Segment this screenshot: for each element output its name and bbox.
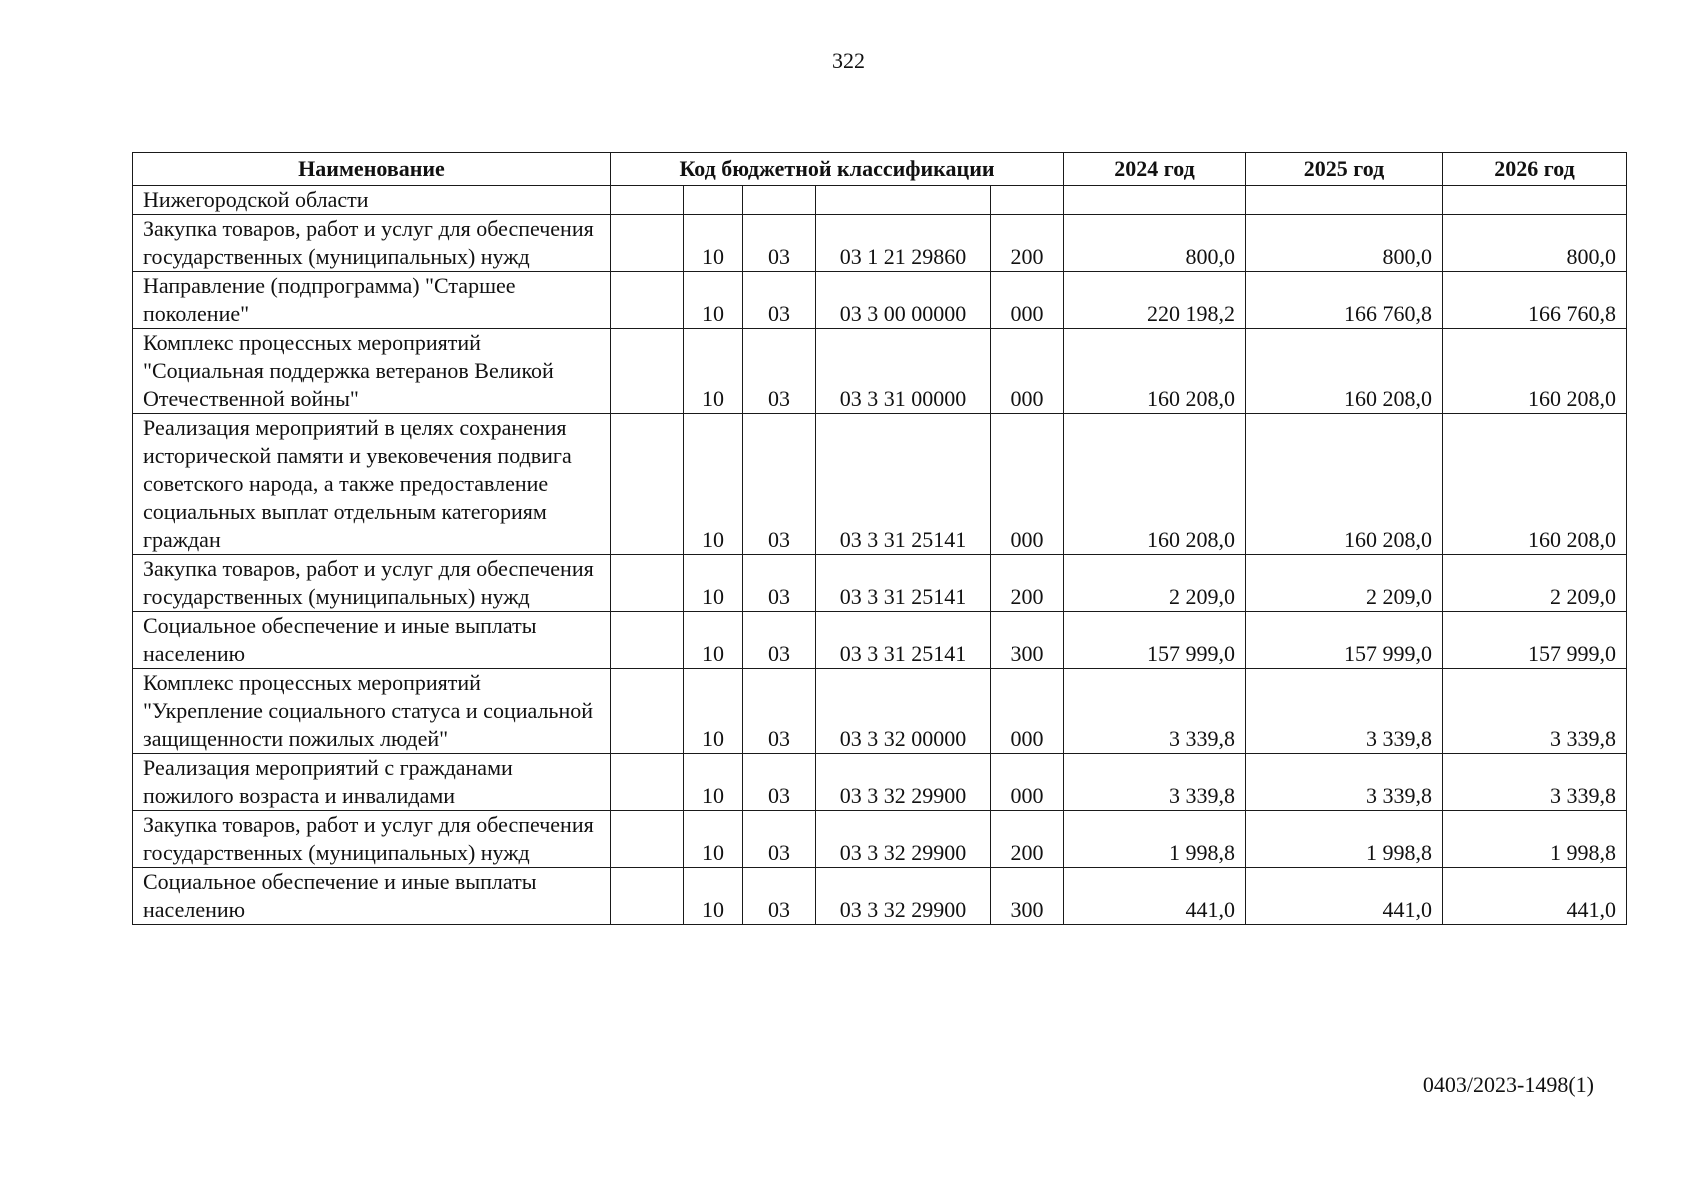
cell-code-1 xyxy=(611,272,684,329)
table-row xyxy=(133,215,1627,272)
table-row xyxy=(133,329,1627,414)
cell-expense-type: 000 xyxy=(991,329,1064,414)
cell-expense-type: 200 xyxy=(991,555,1064,612)
cell-section: 10 xyxy=(684,754,743,811)
cell-value-2025: 2 209,0 xyxy=(1246,555,1443,612)
table-row xyxy=(133,555,1627,612)
cell-section: 10 xyxy=(684,555,743,612)
table-row xyxy=(133,272,1627,329)
cell-name: Реализация мероприятий с гражданами пожилого возраста и инвалидами xyxy=(133,754,611,811)
cell-value-2024: 2 209,0 xyxy=(1064,555,1246,612)
cell-section: 10 xyxy=(684,669,743,754)
cell-name: Социальное обеспечение и иные выплаты населению xyxy=(133,612,611,669)
cell-code-1 xyxy=(611,414,684,555)
cell-value-2025: 3 339,8 xyxy=(1246,669,1443,754)
cell-name: Реализация мероприятий в целях сохранения исторической памяти и увековечения подвига советского народа, а также предоставление социальных выплат отдельным категориям граждан xyxy=(133,414,611,555)
cell-expense-type: 000 xyxy=(991,754,1064,811)
cell-expense-type: 000 xyxy=(991,414,1064,555)
cell-value-2026: 2 209,0 xyxy=(1443,555,1627,612)
header-2025: 2025 год xyxy=(1246,153,1443,186)
cell-name: Комплекс процессных мероприятий "Социальная поддержка ветеранов Великой Отечественной войны" xyxy=(133,329,611,414)
cell-expense-type: 300 xyxy=(991,612,1064,669)
cell-target-article: 03 3 00 00000 xyxy=(816,272,991,329)
document-number: 0403/2023-1498(1) xyxy=(1422,1072,1594,1097)
cell-value-2024: 800,0 xyxy=(1064,215,1246,272)
cell-subsection: 03 xyxy=(743,215,816,272)
cell-target-article: 03 3 31 25141 xyxy=(816,612,991,669)
cell-code-1 xyxy=(611,669,684,754)
table-row xyxy=(133,754,1627,811)
header-2026: 2026 год xyxy=(1443,153,1627,186)
cell-value-2025: 160 208,0 xyxy=(1246,414,1443,555)
cell-subsection: 03 xyxy=(743,612,816,669)
cell-code-1 xyxy=(611,555,684,612)
cell-expense-type: 000 xyxy=(991,669,1064,754)
cell-value-2024 xyxy=(1064,186,1246,215)
cell-code-1 xyxy=(611,811,684,868)
cell-value-2025: 166 760,8 xyxy=(1246,272,1443,329)
cell-code-1 xyxy=(611,215,684,272)
cell-target-article: 03 3 32 29900 xyxy=(816,868,991,925)
cell-value-2026: 157 999,0 xyxy=(1443,612,1627,669)
cell-value-2024: 1 998,8 xyxy=(1064,811,1246,868)
cell-value-2026: 3 339,8 xyxy=(1443,669,1627,754)
cell-name: Закупка товаров, работ и услуг для обеспечения государственных (муниципальных) нужд xyxy=(133,811,611,868)
cell-subsection: 03 xyxy=(743,669,816,754)
cell-target-article: 03 1 21 29860 xyxy=(816,215,991,272)
cell-section xyxy=(684,186,743,215)
cell-subsection: 03 xyxy=(743,555,816,612)
header-code: Код бюджетной классификации xyxy=(611,153,1064,186)
cell-value-2025: 1 998,8 xyxy=(1246,811,1443,868)
cell-subsection: 03 xyxy=(743,754,816,811)
cell-name: Закупка товаров, работ и услуг для обеспечения государственных (муниципальных) нужд xyxy=(133,555,611,612)
cell-subsection xyxy=(743,186,816,215)
table-row xyxy=(133,414,1627,555)
table-body xyxy=(133,186,1627,925)
cell-expense-type: 300 xyxy=(991,868,1064,925)
cell-subsection: 03 xyxy=(743,811,816,868)
cell-expense-type: 200 xyxy=(991,811,1064,868)
cell-value-2024: 3 339,8 xyxy=(1064,754,1246,811)
cell-target-article: 03 3 32 29900 xyxy=(816,811,991,868)
page-number: 322 xyxy=(832,48,865,73)
cell-code-1 xyxy=(611,329,684,414)
cell-value-2025: 157 999,0 xyxy=(1246,612,1443,669)
cell-value-2026: 1 998,8 xyxy=(1443,811,1627,868)
cell-value-2024: 160 208,0 xyxy=(1064,329,1246,414)
cell-section: 10 xyxy=(684,215,743,272)
cell-value-2024: 3 339,8 xyxy=(1064,669,1246,754)
table-row xyxy=(133,811,1627,868)
cell-code-1 xyxy=(611,868,684,925)
cell-name: Направление (подпрограмма) "Старшее поколение" xyxy=(133,272,611,329)
cell-value-2026: 441,0 xyxy=(1443,868,1627,925)
cell-subsection: 03 xyxy=(743,868,816,925)
budget-table xyxy=(132,152,1627,925)
cell-target-article: 03 3 31 25141 xyxy=(816,555,991,612)
cell-value-2025 xyxy=(1246,186,1443,215)
cell-value-2025: 441,0 xyxy=(1246,868,1443,925)
cell-name: Нижегородской области xyxy=(133,186,611,215)
cell-target-article: 03 3 31 25141 xyxy=(816,414,991,555)
cell-code-1 xyxy=(611,754,684,811)
cell-value-2026: 800,0 xyxy=(1443,215,1627,272)
cell-name: Социальное обеспечение и иные выплаты населению xyxy=(133,868,611,925)
header-row xyxy=(133,153,1627,186)
table-row xyxy=(133,186,1627,215)
header-name: Наименование xyxy=(133,153,611,186)
cell-value-2026: 166 760,8 xyxy=(1443,272,1627,329)
cell-value-2025: 3 339,8 xyxy=(1246,754,1443,811)
cell-value-2025: 160 208,0 xyxy=(1246,329,1443,414)
cell-name: Комплекс процессных мероприятий "Укрепление социального статуса и социальной защищенности пожилых людей" xyxy=(133,669,611,754)
cell-name: Закупка товаров, работ и услуг для обеспечения государственных (муниципальных) нужд xyxy=(133,215,611,272)
cell-value-2024: 220 198,2 xyxy=(1064,272,1246,329)
table-row xyxy=(133,669,1627,754)
cell-target-article: 03 3 31 00000 xyxy=(816,329,991,414)
cell-value-2024: 157 999,0 xyxy=(1064,612,1246,669)
cell-target-article: 03 3 32 00000 xyxy=(816,669,991,754)
cell-value-2026: 160 208,0 xyxy=(1443,414,1627,555)
cell-value-2026: 160 208,0 xyxy=(1443,329,1627,414)
cell-value-2026: 3 339,8 xyxy=(1443,754,1627,811)
cell-section: 10 xyxy=(684,868,743,925)
cell-section: 10 xyxy=(684,329,743,414)
cell-subsection: 03 xyxy=(743,329,816,414)
cell-value-2026 xyxy=(1443,186,1627,215)
cell-section: 10 xyxy=(684,414,743,555)
cell-subsection: 03 xyxy=(743,414,816,555)
cell-subsection: 03 xyxy=(743,272,816,329)
table-row xyxy=(133,868,1627,925)
cell-section: 10 xyxy=(684,811,743,868)
cell-code-1 xyxy=(611,186,684,215)
cell-expense-type: 000 xyxy=(991,272,1064,329)
cell-code-1 xyxy=(611,612,684,669)
cell-target-article: 03 3 32 29900 xyxy=(816,754,991,811)
cell-value-2025: 800,0 xyxy=(1246,215,1443,272)
header-2024: 2024 год xyxy=(1064,153,1246,186)
cell-expense-type xyxy=(991,186,1064,215)
cell-value-2024: 160 208,0 xyxy=(1064,414,1246,555)
cell-section: 10 xyxy=(684,612,743,669)
cell-expense-type: 200 xyxy=(991,215,1064,272)
cell-value-2024: 441,0 xyxy=(1064,868,1246,925)
cell-target-article xyxy=(816,186,991,215)
table-row xyxy=(133,612,1627,669)
cell-section: 10 xyxy=(684,272,743,329)
